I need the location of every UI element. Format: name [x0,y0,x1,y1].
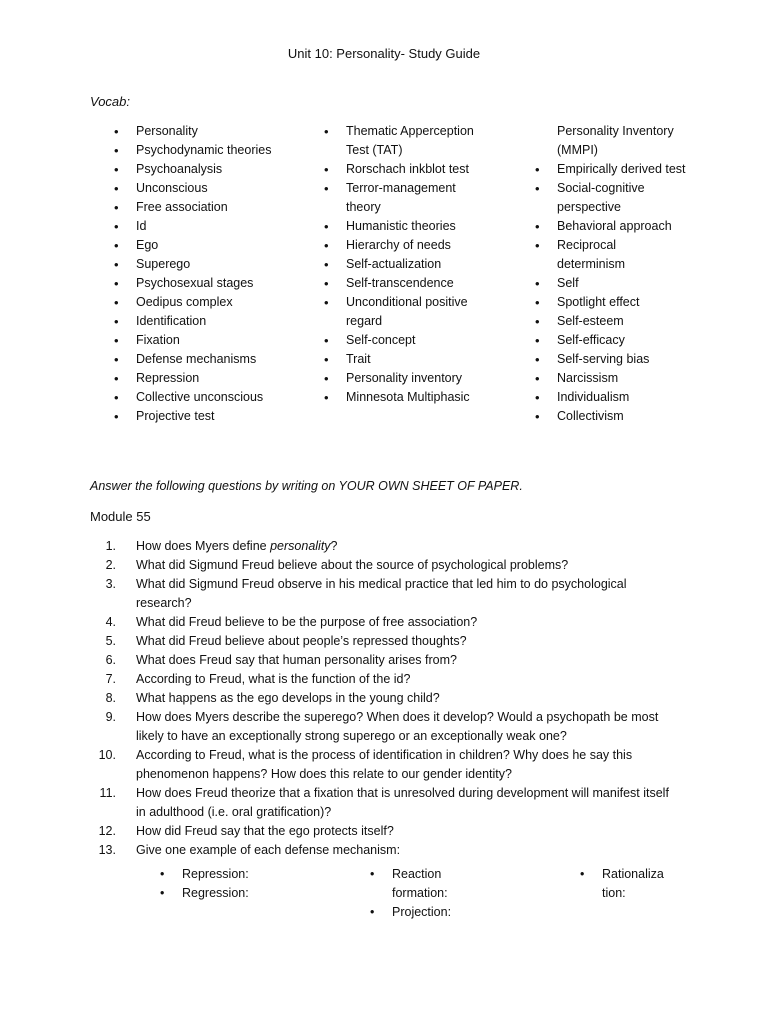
vocab-term: • Rorschach inkblot test [324,160,524,179]
defense-mechanism-item: • Repression: [160,865,330,884]
question-list [100,537,680,860]
vocab-term: • Terror-management theory [324,179,524,217]
vocab-term: • Oedipus complex [114,293,314,312]
defense-mechanism-item: • Projection: [370,903,490,922]
page-title: Unit 10: Personality- Study Guide [287,46,481,61]
vocab-term: • Superego [114,255,314,274]
vocab-term: • Social-cognitive perspective [535,179,735,217]
module-heading: Module 55 [90,509,151,524]
vocab-term: • Psychosexual stages [114,274,314,293]
vocab-term: • Narcissism [535,369,735,388]
question-number: 12. [98,824,116,838]
vocab-term: • Trait [324,350,524,369]
question-number: 8. [105,691,116,705]
vocab-column-3 [535,122,735,426]
vocab-term: • Minnesota Multiphasic [324,388,524,407]
vocab-term: • Id [114,217,314,236]
question-number: 1. [105,539,116,553]
vocab-term: • Collective unconscious [114,388,314,407]
vocab-term: • Ego [114,236,314,255]
question-item: 12. How did Freud say that the ego protects itself? [100,822,680,841]
vocab-term: • Behavioral approach [535,217,735,236]
vocab-term: • Free association [114,198,314,217]
vocab-term: • Individualism [535,388,735,407]
question-item: 4. What did Freud believe to be the purpose of free association? [100,613,680,632]
question-item: 10. According to Freud, what is the process of identification in children? Why does he say this phenomenon happens? How does this relate to our gender identity? [100,746,680,784]
vocab-term: • Projective test [114,407,314,426]
vocab-term: • Defense mechanisms [114,350,314,369]
vocab-term: • Fixation [114,331,314,350]
question-item: 8. What happens as the ego develops in the young child? [100,689,680,708]
vocab-column-1 [114,122,314,426]
question-number: 4. [105,615,116,629]
vocab-term: • Unconditional positive regard [324,293,524,331]
vocab-term: • Humanistic theories [324,217,524,236]
vocab-term: • Self-transcendence [324,274,524,293]
question-number: 9. [105,710,116,724]
question-number: 13. [98,843,116,857]
vocab-heading: Vocab: [90,94,130,109]
vocab-term: • Spotlight effect [535,293,735,312]
question-number: 10. [98,748,116,762]
question-number: 11. [99,786,116,800]
question-item: 1. How does Myers define personality? [100,537,680,556]
vocab-term: • Personality [114,122,314,141]
vocab-term: • Reciprocal determinism [535,236,735,274]
vocab-term-continuation: Personality Inventory (MMPI) [557,124,674,157]
vocab-term: • Personality inventory [324,369,524,388]
question-item: 3. What did Sigmund Freud observe in his medical practice that led him to do psychological research? [100,575,680,613]
vocab-term: • Psychodynamic theories [114,141,314,160]
defense-mechanism-item: • Regression: [160,884,330,903]
vocab-term: • Self-actualization [324,255,524,274]
defense-column-3 [580,865,670,903]
defense-column-1 [160,865,330,903]
defense-column-2 [370,865,490,922]
question-number: 7. [105,672,116,686]
question-number: 3. [105,577,116,591]
question-number: 6. [105,653,116,667]
vocab-term: • Self-concept [324,331,524,350]
question-number: 5. [105,634,116,648]
question-number: 2. [105,558,116,572]
vocab-term: • Unconscious [114,179,314,198]
vocab-term: • Self-efficacy [535,331,735,350]
instructions-text: Answer the following questions by writing on YOUR OWN SHEET OF PAPER. [90,479,523,493]
vocab-term: • Hierarchy of needs [324,236,524,255]
vocab-term: • Psychoanalysis [114,160,314,179]
question-item: 9. How does Myers describe the superego? When does it develop? Would a psychopath be most likely to have an exceptionally strong superego or an exceptionally weak one? [100,708,680,746]
vocab-term: • Thematic Apperception Test (TAT) [324,122,524,160]
vocab-term: • Identification [114,312,314,331]
defense-mechanism-item: • Reaction formation: [370,865,490,903]
defense-mechanism-item: • Rationalization: [580,865,670,903]
vocab-term: • Empirically derived test [535,160,735,179]
question-item: 5. What did Freud believe about people’s repressed thoughts? [100,632,680,651]
question-item: 7. According to Freud, what is the function of the id? [100,670,680,689]
question-item: 11. How does Freud theorize that a fixation that is unresolved during development will manifest itself in adulthood (i.e. oral gratification)? [100,784,680,822]
vocab-term: • Self-esteem [535,312,735,331]
vocab-term: • Self-serving bias [535,350,735,369]
vocab-term: • Collectivism [535,407,735,426]
vocab-term: • Repression [114,369,314,388]
question-item: 6. What does Freud say that human personality arises from? [100,651,680,670]
vocab-term: • Self [535,274,735,293]
question-item: 13. Give one example of each defense mechanism: [100,841,680,860]
question-item: 2. What did Sigmund Freud believe about the source of psychological problems? [100,556,680,575]
vocab-column-2 [324,122,524,407]
